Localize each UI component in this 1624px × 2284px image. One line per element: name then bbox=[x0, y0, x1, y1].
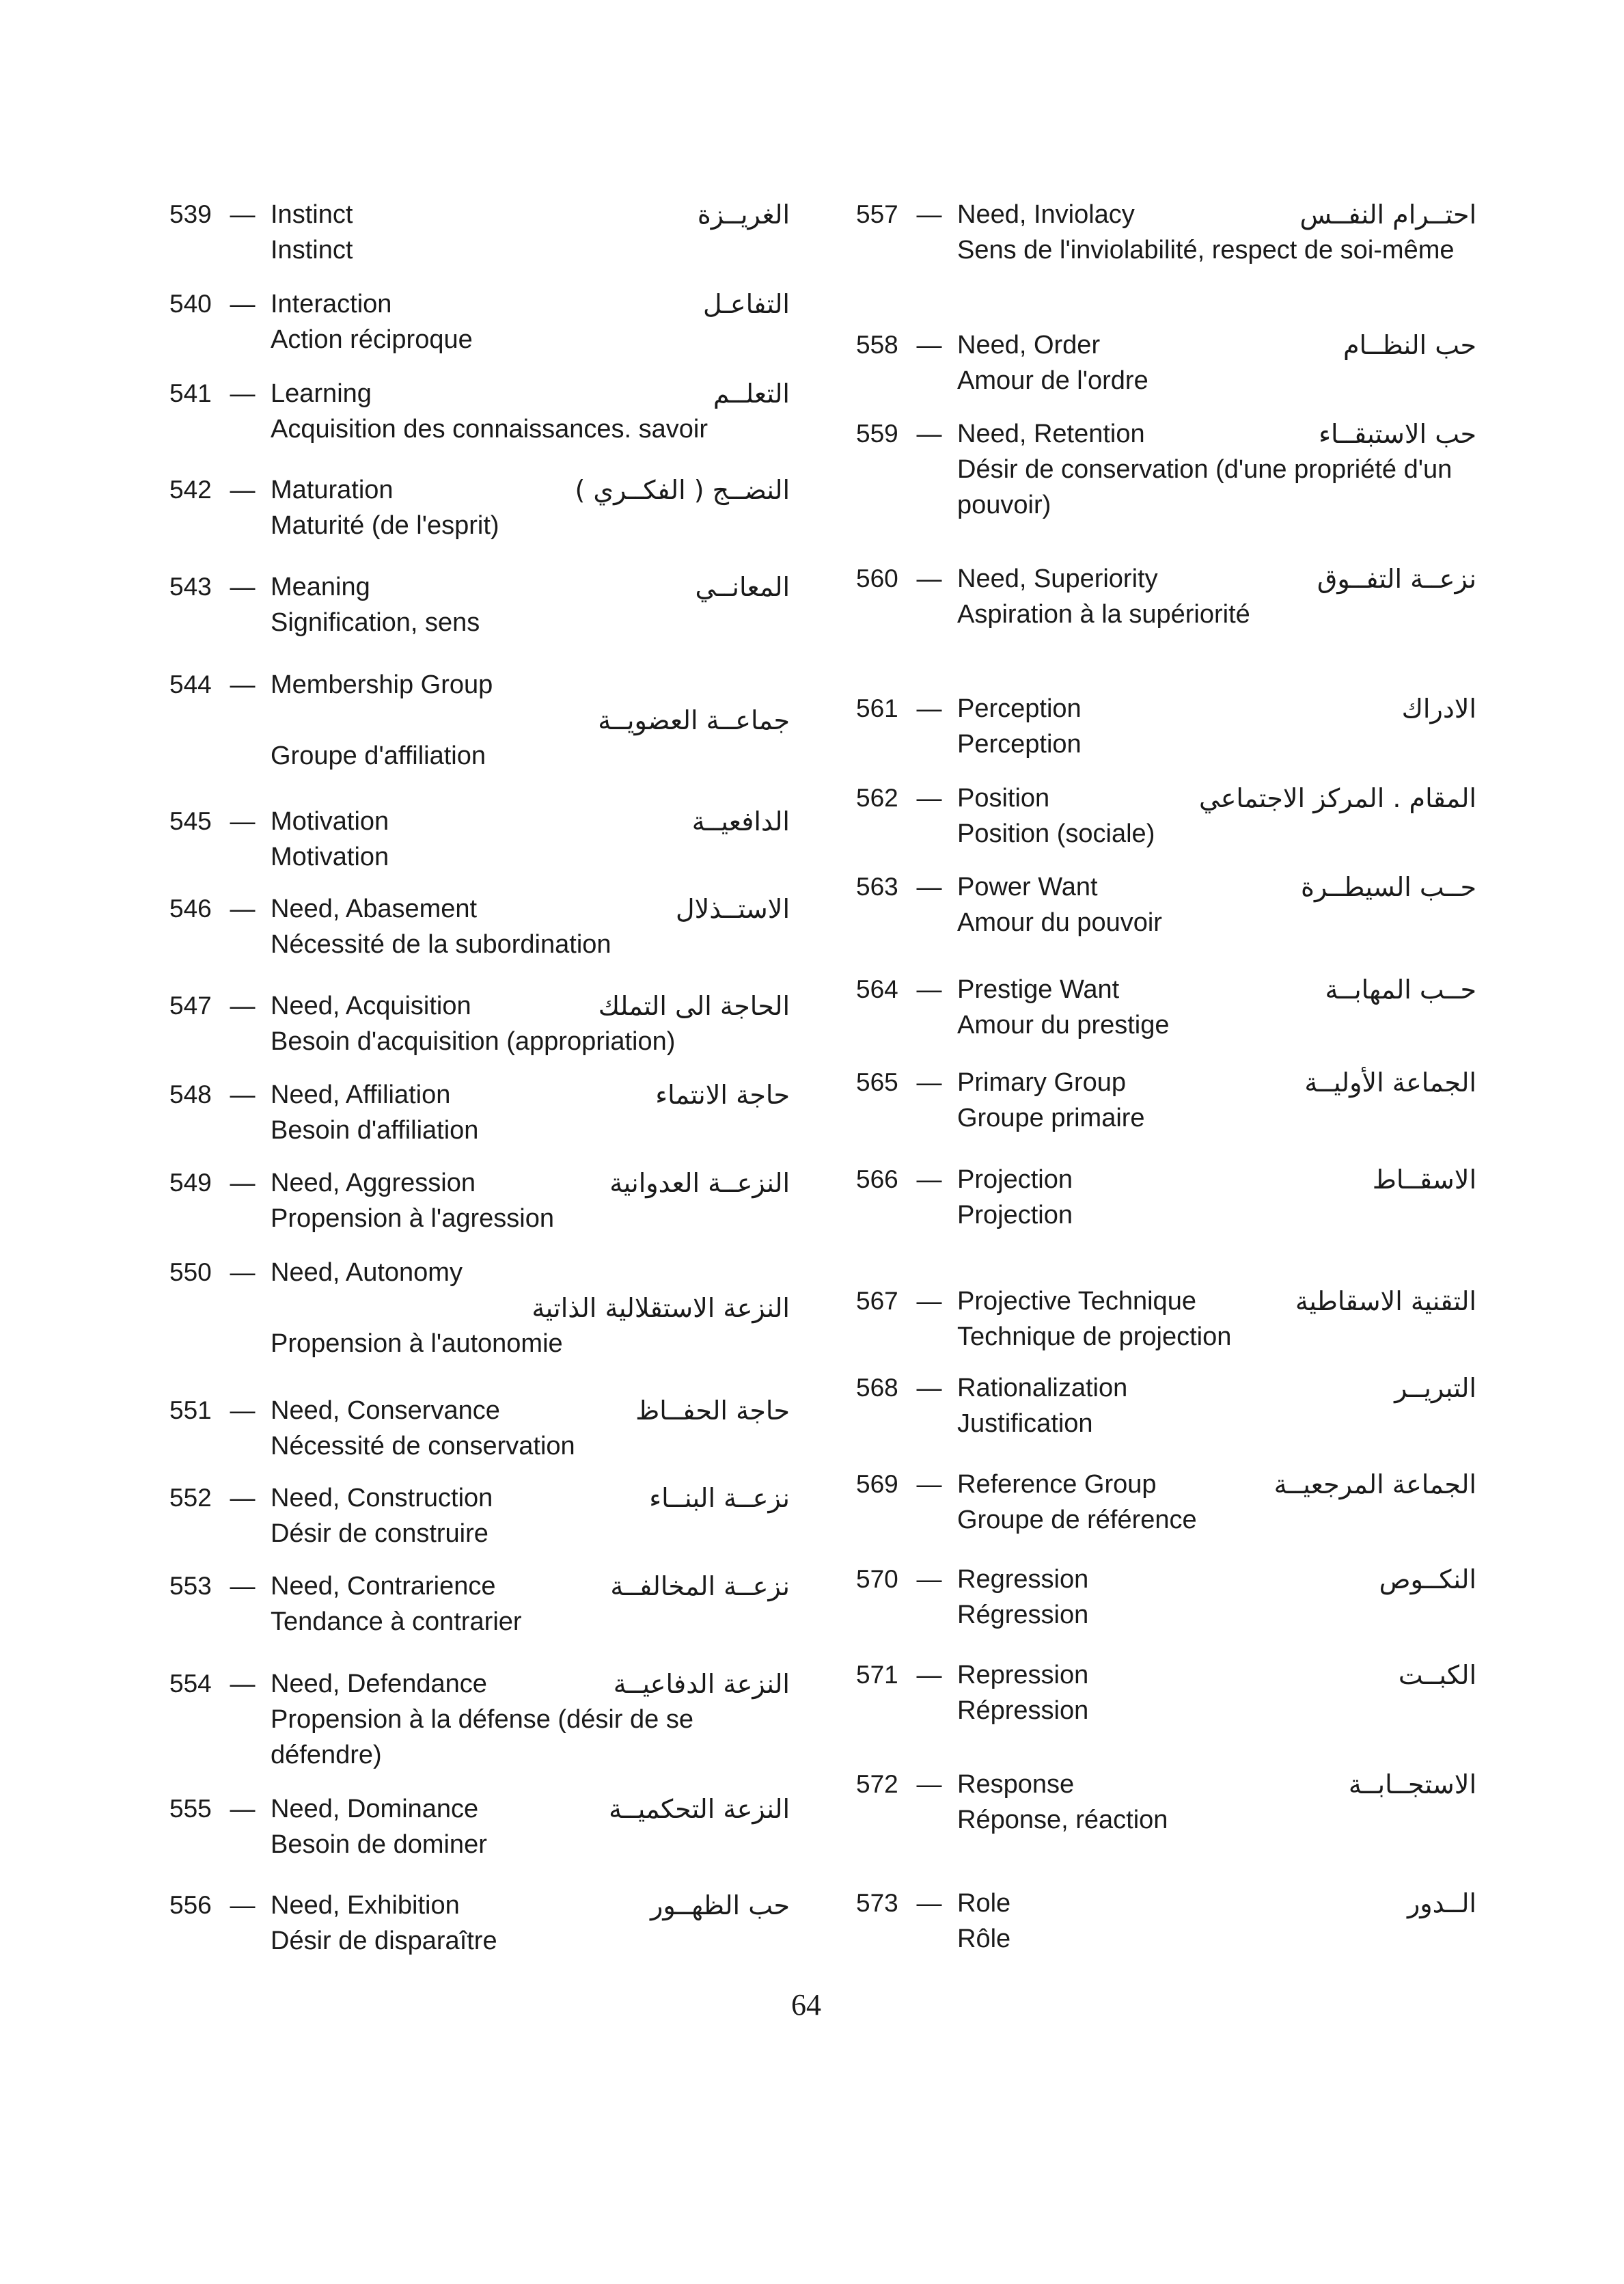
dictionary-entry bbox=[856, 561, 1476, 632]
entry-dash: — bbox=[916, 873, 942, 901]
arabic-term: الاستجــابــة bbox=[1348, 1769, 1476, 1799]
entry-dash: — bbox=[230, 1258, 256, 1286]
english-term: Role bbox=[957, 1889, 1011, 1918]
entry-head bbox=[856, 1886, 1476, 1921]
entry-dash: — bbox=[230, 1080, 256, 1109]
entry-number: 554 bbox=[169, 1670, 212, 1698]
entry-dash: — bbox=[916, 694, 942, 722]
dictionary-entry bbox=[856, 1657, 1476, 1728]
arabic-term: النكــوص bbox=[1379, 1564, 1476, 1594]
english-term: Projection bbox=[957, 1165, 1073, 1194]
english-term: Need, Affiliation bbox=[271, 1080, 451, 1109]
dictionary-entry bbox=[856, 780, 1476, 852]
entry-head bbox=[169, 569, 790, 605]
english-term: Projective Technique bbox=[957, 1287, 1196, 1316]
dictionary-entry bbox=[856, 972, 1476, 1043]
arabic-term: النزعة التحكميــة bbox=[609, 1794, 790, 1824]
entry-number: 555 bbox=[169, 1795, 212, 1823]
english-term: Maturation bbox=[271, 476, 394, 504]
entry-head bbox=[169, 1666, 790, 1702]
entry-number: 540 bbox=[169, 290, 212, 318]
french-term: Maturité (de l'esprit) bbox=[271, 511, 499, 540]
entry-dash: — bbox=[916, 1661, 942, 1689]
dictionary-entry bbox=[169, 569, 790, 640]
arabic-term: حــب السيطــرة bbox=[1301, 872, 1476, 902]
dictionary-entry bbox=[169, 376, 790, 447]
english-term: Prestige Want bbox=[957, 975, 1120, 1004]
arabic-term: جماعــة العضويــة bbox=[598, 705, 790, 735]
dictionary-entry bbox=[856, 1886, 1476, 1957]
entry-dash: — bbox=[916, 1287, 942, 1315]
entry-number: 550 bbox=[169, 1258, 212, 1286]
entry-dash: — bbox=[230, 992, 256, 1020]
entry-dash: — bbox=[916, 565, 942, 593]
french-term: Rôle bbox=[957, 1925, 1011, 1953]
entry-head bbox=[169, 1888, 790, 1923]
dictionary-entry bbox=[169, 472, 790, 543]
entry-head bbox=[169, 376, 790, 411]
entry-number: 570 bbox=[856, 1565, 898, 1593]
dictionary-entry bbox=[169, 1255, 790, 1361]
entry-number: 542 bbox=[169, 476, 212, 504]
english-term: Need, Exhibition bbox=[271, 1891, 460, 1920]
english-term: Need, Acquisition bbox=[271, 992, 471, 1020]
entry-head bbox=[856, 1283, 1476, 1319]
dictionary-entry bbox=[856, 1162, 1476, 1233]
french-term: Amour de l'ordre bbox=[957, 366, 1148, 395]
dictionary-entry bbox=[169, 197, 790, 268]
dictionary-entry bbox=[169, 804, 790, 875]
english-term: Need, Abasement bbox=[271, 895, 478, 923]
arabic-term: نزعــة البنــاء bbox=[649, 1483, 790, 1513]
arabic-term: النزعــة العدوانية bbox=[609, 1168, 790, 1198]
french-term: Amour du prestige bbox=[957, 1011, 1170, 1039]
french-term: Propension à l'agression bbox=[271, 1204, 554, 1233]
french-term: Position (sociale) bbox=[957, 819, 1155, 848]
arabic-term: حب النظــام bbox=[1343, 330, 1476, 360]
french-term: Action réciproque bbox=[271, 325, 473, 354]
arabic-term: حب الاستبقــاء bbox=[1319, 419, 1476, 449]
entry-dash: — bbox=[230, 476, 256, 504]
entry-head bbox=[169, 988, 790, 1024]
french-term: Besoin de dominer bbox=[271, 1830, 487, 1859]
entry-number: 566 bbox=[856, 1165, 898, 1193]
english-term: Instinct bbox=[271, 200, 353, 229]
arabic-term: الاسقــاط bbox=[1372, 1165, 1476, 1195]
entry-head bbox=[169, 472, 790, 508]
english-term: Reference Group bbox=[957, 1470, 1157, 1499]
english-term: Need, Contrarience bbox=[271, 1572, 496, 1601]
entry-number: 541 bbox=[169, 379, 212, 407]
entry-head bbox=[856, 416, 1476, 452]
arabic-term: نزعــة التفــوق bbox=[1317, 564, 1476, 594]
dictionary-entry bbox=[169, 1791, 790, 1862]
dictionary-entry bbox=[169, 1888, 790, 1959]
entry-number: 564 bbox=[856, 975, 898, 1003]
entry-dash: — bbox=[916, 1165, 942, 1193]
english-term: Power Want bbox=[957, 873, 1098, 901]
english-term: Position bbox=[957, 784, 1050, 813]
entry-head bbox=[856, 197, 1476, 232]
arabic-term: النزعة الدفاعيــة bbox=[613, 1669, 790, 1699]
dictionary-entry bbox=[169, 1077, 790, 1148]
english-term: Need, Retention bbox=[957, 420, 1145, 448]
entry-head bbox=[856, 780, 1476, 816]
entry-number: 562 bbox=[856, 784, 898, 812]
entry-dash: — bbox=[916, 1470, 942, 1498]
entry-number: 559 bbox=[856, 420, 898, 448]
english-term: Need, Inviolacy bbox=[957, 200, 1135, 229]
entry-number: 567 bbox=[856, 1287, 898, 1315]
dictionary-entry bbox=[856, 197, 1476, 268]
english-term: Rationalization bbox=[957, 1374, 1128, 1402]
english-term: Learning bbox=[271, 379, 372, 408]
french-term: Besoin d'affiliation bbox=[271, 1116, 479, 1145]
entry-number: 573 bbox=[856, 1889, 898, 1917]
french-term: Motivation bbox=[271, 843, 389, 871]
entry-dash: — bbox=[916, 200, 942, 228]
entry-head bbox=[169, 804, 790, 839]
french-term: Régression bbox=[957, 1601, 1089, 1629]
french-term: Perception bbox=[957, 730, 1082, 759]
french-term: Désir de conservation (d'une propriété d'un pouvoir) bbox=[957, 455, 1453, 519]
english-term: Need, Order bbox=[957, 331, 1101, 359]
entry-head bbox=[169, 1568, 790, 1604]
arabic-term: المعانــي bbox=[695, 572, 790, 602]
dictionary-entry bbox=[856, 691, 1476, 762]
arabic-term: حاجة الانتماء bbox=[655, 1080, 790, 1110]
dictionary-entry bbox=[856, 1370, 1476, 1441]
entry-number: 561 bbox=[856, 694, 898, 722]
entry-number: 569 bbox=[856, 1470, 898, 1498]
arabic-term: الــدور bbox=[1407, 1888, 1476, 1918]
entry-number: 545 bbox=[169, 807, 212, 835]
entry-number: 544 bbox=[169, 670, 212, 698]
arabic-term: نزعــة المخالفــة bbox=[610, 1571, 790, 1601]
french-term: Désir de disparaître bbox=[271, 1927, 497, 1955]
arabic-term: النضــج ( الفكــري ) bbox=[575, 475, 790, 505]
entry-number: 552 bbox=[169, 1484, 212, 1512]
entry-dash: — bbox=[916, 784, 942, 812]
arabic-term: الاستــذلال bbox=[675, 894, 790, 924]
english-term: Need, Defendance bbox=[271, 1670, 487, 1698]
arabic-term: الغريــزة bbox=[697, 200, 790, 230]
entry-dash: — bbox=[230, 1795, 256, 1823]
arabic-term: الدافعيــة bbox=[691, 806, 790, 837]
english-term: Primary Group bbox=[957, 1068, 1127, 1097]
entry-number: 572 bbox=[856, 1770, 898, 1798]
entry-number: 547 bbox=[169, 992, 212, 1020]
entry-dash: — bbox=[230, 1484, 256, 1512]
english-term: Need, Conservance bbox=[271, 1396, 500, 1425]
english-term: Meaning bbox=[271, 573, 370, 601]
entry-dash: — bbox=[230, 1891, 256, 1919]
entry-head bbox=[856, 1065, 1476, 1100]
entry-head bbox=[856, 1370, 1476, 1406]
entry-dash: — bbox=[230, 1670, 256, 1698]
entry-number: 556 bbox=[169, 1891, 212, 1919]
english-term: Need, Dominance bbox=[271, 1795, 479, 1823]
entry-number: 558 bbox=[856, 331, 898, 359]
french-term: Groupe de référence bbox=[957, 1506, 1197, 1534]
arabic-term: التفاعـل bbox=[703, 289, 790, 319]
entry-head bbox=[856, 691, 1476, 726]
entry-dash: — bbox=[230, 1169, 256, 1197]
arabic-term: الادراك bbox=[1401, 694, 1476, 724]
dictionary-entry bbox=[169, 1165, 790, 1236]
arabic-term: النزعة الاستقلالية الذاتية bbox=[532, 1293, 790, 1323]
entry-head bbox=[169, 1255, 790, 1290]
french-term: Acquisition des connaissances. savoir bbox=[271, 415, 708, 444]
french-term: Répression bbox=[957, 1696, 1089, 1725]
entry-dash: — bbox=[230, 200, 256, 228]
entry-head bbox=[856, 972, 1476, 1007]
arabic-term: حــب المهابــة bbox=[1325, 975, 1476, 1005]
entry-head bbox=[856, 1162, 1476, 1197]
entry-head bbox=[169, 1480, 790, 1516]
arabic-term: حاجة الحفــاظ bbox=[635, 1396, 790, 1426]
english-term: Membership Group bbox=[271, 670, 493, 699]
french-term: Instinct bbox=[271, 236, 353, 264]
entry-dash: — bbox=[916, 420, 942, 448]
arabic-term: الكبــت bbox=[1398, 1660, 1476, 1690]
dictionary-entry bbox=[856, 1283, 1476, 1355]
entry-number: 549 bbox=[169, 1169, 212, 1197]
french-term: Tendance à contrarier bbox=[271, 1607, 522, 1636]
arabic-term: التعلــم bbox=[713, 379, 790, 409]
dictionary-entry bbox=[169, 1480, 790, 1551]
english-term: Perception bbox=[957, 694, 1082, 723]
dictionary-entry bbox=[856, 416, 1476, 523]
entry-dash: — bbox=[916, 1374, 942, 1402]
dictionary-entry bbox=[169, 1666, 790, 1773]
entry-number: 543 bbox=[169, 573, 212, 601]
english-term: Repression bbox=[957, 1661, 1089, 1689]
french-term: Aspiration à la supériorité bbox=[957, 600, 1250, 629]
dictionary-entry bbox=[856, 1467, 1476, 1538]
entry-number: 553 bbox=[169, 1572, 212, 1600]
arabic-term: احتــرام النفــس bbox=[1299, 200, 1476, 230]
entry-number: 560 bbox=[856, 565, 898, 593]
entry-dash: — bbox=[916, 331, 942, 359]
entry-dash: — bbox=[230, 290, 256, 318]
arabic-term: الجماعة الأوليــة bbox=[1304, 1068, 1476, 1098]
arabic-term: الحاجة الى التملك bbox=[598, 991, 790, 1021]
arabic-term: الجماعة المرجعيــة bbox=[1274, 1469, 1476, 1499]
entry-number: 571 bbox=[856, 1661, 898, 1689]
entry-number: 548 bbox=[169, 1080, 212, 1109]
arabic-term: المقام . المركز الاجتماعي bbox=[1199, 783, 1476, 813]
french-term: Propension à la défense (désir de se défendre) bbox=[271, 1705, 693, 1769]
french-term: Besoin d'acquisition (appropriation) bbox=[271, 1027, 676, 1056]
dictionary-entry bbox=[169, 286, 790, 357]
dictionary-entry bbox=[856, 1562, 1476, 1633]
french-term: Signification, sens bbox=[271, 608, 480, 637]
entry-head bbox=[856, 1657, 1476, 1693]
entry-dash: — bbox=[916, 1068, 942, 1096]
dictionary-entry bbox=[169, 667, 790, 774]
french-term: Projection bbox=[957, 1201, 1073, 1229]
entry-dash: — bbox=[230, 573, 256, 601]
entry-head bbox=[856, 327, 1476, 363]
entry-dash: — bbox=[230, 807, 256, 835]
french-term: Justification bbox=[957, 1409, 1093, 1438]
entry-head bbox=[856, 561, 1476, 597]
french-term: Désir de construire bbox=[271, 1519, 488, 1548]
entry-dash: — bbox=[230, 895, 256, 923]
dictionary-entry bbox=[169, 988, 790, 1059]
french-term: Groupe primaire bbox=[957, 1104, 1145, 1132]
english-term: Motivation bbox=[271, 807, 389, 836]
french-term: Nécessité de la subordination bbox=[271, 930, 611, 959]
english-term: Regression bbox=[957, 1565, 1089, 1594]
arabic-term: التقنية الاسقاطية bbox=[1295, 1286, 1476, 1316]
entry-head bbox=[856, 1562, 1476, 1597]
entry-dash: — bbox=[916, 1889, 942, 1917]
arabic-term: حب الظهــور bbox=[650, 1890, 790, 1920]
english-term: Need, Autonomy bbox=[271, 1258, 463, 1287]
entry-dash: — bbox=[916, 975, 942, 1003]
french-term: Technique de projection bbox=[957, 1322, 1232, 1351]
entry-dash: — bbox=[230, 670, 256, 698]
french-term: Nécessité de conservation bbox=[271, 1432, 575, 1460]
entry-head bbox=[856, 1467, 1476, 1502]
entry-head bbox=[169, 1791, 790, 1827]
entry-number: 557 bbox=[856, 200, 898, 228]
entry-dash: — bbox=[230, 1396, 256, 1424]
english-term: Need, Superiority bbox=[957, 565, 1158, 593]
entry-head bbox=[169, 891, 790, 927]
entry-dash: — bbox=[916, 1565, 942, 1593]
entry-dash: — bbox=[916, 1770, 942, 1798]
entry-dash: — bbox=[230, 1572, 256, 1600]
french-term: Réponse, réaction bbox=[957, 1806, 1168, 1834]
dictionary-entry bbox=[169, 1568, 790, 1640]
french-term: Groupe d'affiliation bbox=[271, 742, 486, 770]
entry-head bbox=[169, 197, 790, 232]
entry-number: 563 bbox=[856, 873, 898, 901]
french-term: Amour du pouvoir bbox=[957, 908, 1162, 937]
dictionary-entry bbox=[856, 869, 1476, 940]
entry-number: 546 bbox=[169, 895, 212, 923]
dictionary-entry bbox=[169, 1393, 790, 1464]
dictionary-entry bbox=[856, 1065, 1476, 1136]
entry-head bbox=[169, 286, 790, 322]
entry-number: 565 bbox=[856, 1068, 898, 1096]
entry-head bbox=[856, 1767, 1476, 1802]
arabic-term: التبريــر bbox=[1394, 1373, 1476, 1403]
entry-dash: — bbox=[230, 379, 256, 407]
french-term: Sens de l'inviolabilité, respect de soi-même bbox=[957, 236, 1455, 264]
entry-number: 551 bbox=[169, 1396, 212, 1424]
entry-head bbox=[169, 1165, 790, 1201]
dictionary-entry bbox=[856, 1767, 1476, 1838]
dictionary-entry bbox=[169, 891, 790, 962]
dictionary-entry bbox=[856, 327, 1476, 398]
page-number: 64 bbox=[791, 1988, 821, 2022]
english-term: Interaction bbox=[271, 290, 392, 318]
english-term: Need, Aggression bbox=[271, 1169, 476, 1197]
entry-head bbox=[856, 869, 1476, 905]
entry-head bbox=[169, 1393, 790, 1428]
entry-head bbox=[169, 667, 790, 703]
entry-head bbox=[169, 1077, 790, 1113]
english-term: Need, Construction bbox=[271, 1484, 493, 1512]
entry-number: 539 bbox=[169, 200, 212, 228]
english-term: Response bbox=[957, 1770, 1075, 1799]
french-term: Propension à l'autonomie bbox=[271, 1329, 563, 1358]
entry-number: 568 bbox=[856, 1374, 898, 1402]
